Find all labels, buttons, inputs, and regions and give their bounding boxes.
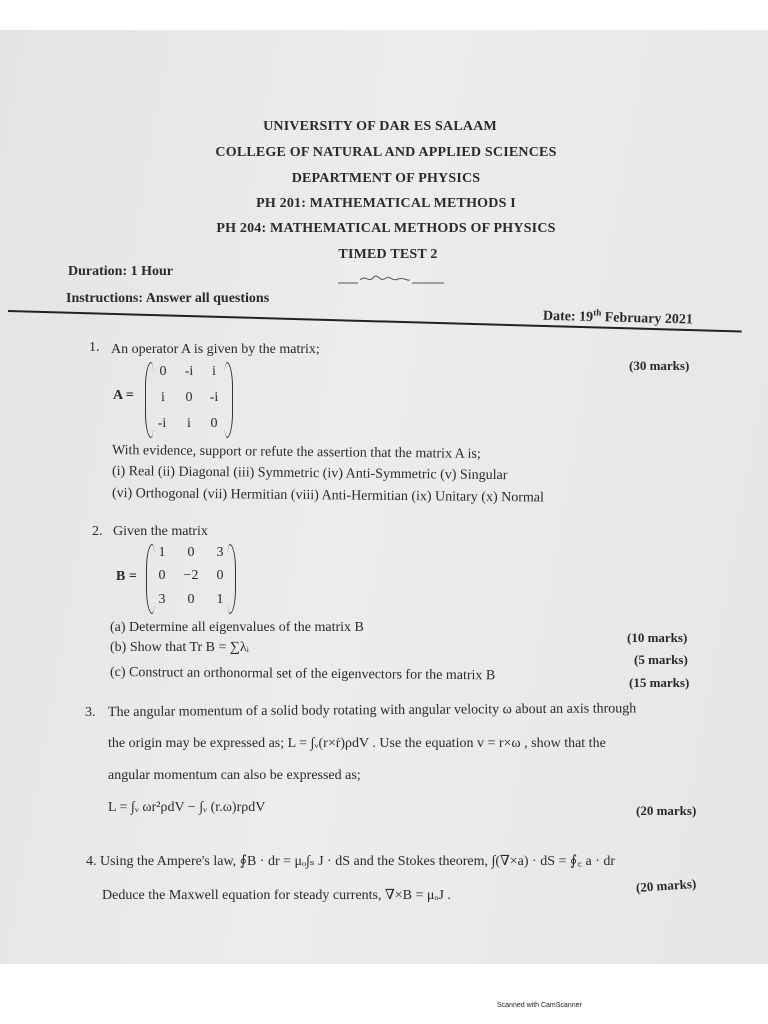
q2-part-c: (c) Construct an orthonormal set of the eigenvectors for the matrix B bbox=[109, 665, 496, 684]
scanner-footer: Scanned with CamScanner bbox=[497, 1002, 582, 1009]
course-ph201: PH 201: MATHEMATICAL METHODS I bbox=[256, 196, 516, 211]
b-cell: 3 bbox=[158, 592, 166, 607]
university-name: UNIVERSITY OF DAR ES SALAAM bbox=[263, 119, 497, 134]
a-cell: -i bbox=[184, 364, 194, 379]
test-title: TIMED TEST 2 bbox=[338, 247, 438, 262]
duration: Duration: 1 Hour bbox=[68, 264, 173, 279]
q1-number: 1. bbox=[89, 340, 100, 355]
b-cell: 3 bbox=[216, 545, 224, 560]
q2-part-a: (a) Determine all eigenvalues of the matrix B bbox=[110, 620, 364, 635]
a-cell: i bbox=[187, 416, 191, 431]
b-cell: 1 bbox=[158, 545, 166, 560]
q3-line2: the origin may be expressed as; L = ∫ᵥ(r×ṙ)ρdV . Use the equation v = r×ω , show that the bbox=[108, 736, 606, 751]
q4-line1: 4. Using the Ampere's law, ∮B · dr = μₒ∫ₛ J · dS and the Stokes theorem, ∫(∇×a) · dS = ∮꜀ a · dr bbox=[86, 854, 616, 869]
b-cell: −2 bbox=[183, 568, 199, 583]
b-cell: 0 bbox=[216, 568, 224, 583]
department-name: DEPARTMENT OF PHYSICS bbox=[291, 171, 481, 186]
q4-line2: Deduce the Maxwell equation for steady currents, ∇×B = μₒJ . bbox=[102, 888, 451, 903]
q2-part-a-marks: (10 marks) bbox=[627, 630, 688, 645]
b-cell: 1 bbox=[216, 592, 224, 607]
instructions: Instructions: Answer all questions bbox=[66, 291, 270, 306]
a-cell: i bbox=[161, 390, 165, 405]
q2-part-c-marks: (15 marks) bbox=[629, 675, 690, 690]
date-prefix: Date: 19 bbox=[542, 308, 594, 326]
a-cell: -i bbox=[157, 416, 167, 431]
signature bbox=[338, 272, 444, 286]
q2-part-b-marks: (5 marks) bbox=[634, 652, 688, 667]
q2-part-b: (b) Show that Tr B = ∑λᵢ bbox=[110, 640, 249, 655]
q3-line3: angular momentum can also be expressed as; bbox=[108, 768, 361, 783]
a-cell: i bbox=[212, 364, 216, 379]
q1-text: An operator A is given by the matrix; bbox=[111, 342, 320, 357]
matrix-a bbox=[145, 362, 233, 438]
q1-options-line1: (i) Real (ii) Diagonal (iii) Symmetric (iv) Anti-Symmetric (v) Singular bbox=[111, 464, 508, 484]
q2-number: 2. bbox=[92, 524, 103, 539]
a-cell: 0 bbox=[185, 390, 193, 405]
q3-equation: L = ∫ᵥ ωr²ρdV − ∫ᵥ (r.ω)rρdV bbox=[108, 800, 266, 815]
a-cell: 0 bbox=[159, 364, 167, 379]
q3-line1: The angular momentum of a solid body rotating with angular velocity ω about an axis through bbox=[107, 701, 637, 720]
date-sup: th bbox=[593, 307, 602, 318]
course-ph204: PH 204: MATHEMATICAL METHODS OF PHYSICS bbox=[216, 221, 556, 236]
b-cell: 0 bbox=[187, 545, 195, 560]
q1-marks: (30 marks) bbox=[629, 358, 690, 373]
b-cell: 0 bbox=[158, 568, 166, 583]
q4-marks: (20 marks) bbox=[635, 875, 697, 895]
q3-number: 3. bbox=[85, 705, 96, 720]
a-cell: -i bbox=[209, 390, 219, 405]
matrix-b bbox=[146, 544, 236, 614]
q2-text: Given the matrix bbox=[113, 524, 208, 539]
q1-evidence: With evidence, support or refute the assertion that the matrix A is; bbox=[111, 443, 481, 462]
q1-options-line2: (vi) Orthogonal (vii) Hermitian (viii) Anti-Hermitian (ix) Unitary (x) Normal bbox=[111, 486, 545, 506]
b-cell: 0 bbox=[187, 592, 195, 607]
college-name: COLLEGE OF NATURAL AND APPLIED SCIENCES bbox=[215, 145, 557, 160]
matrix-a-label: A = bbox=[113, 388, 134, 403]
a-cell: 0 bbox=[210, 416, 218, 431]
q3-marks: (20 marks) bbox=[636, 803, 697, 818]
date-suffix: February 2021 bbox=[600, 310, 694, 328]
matrix-b-label: B = bbox=[116, 569, 137, 584]
